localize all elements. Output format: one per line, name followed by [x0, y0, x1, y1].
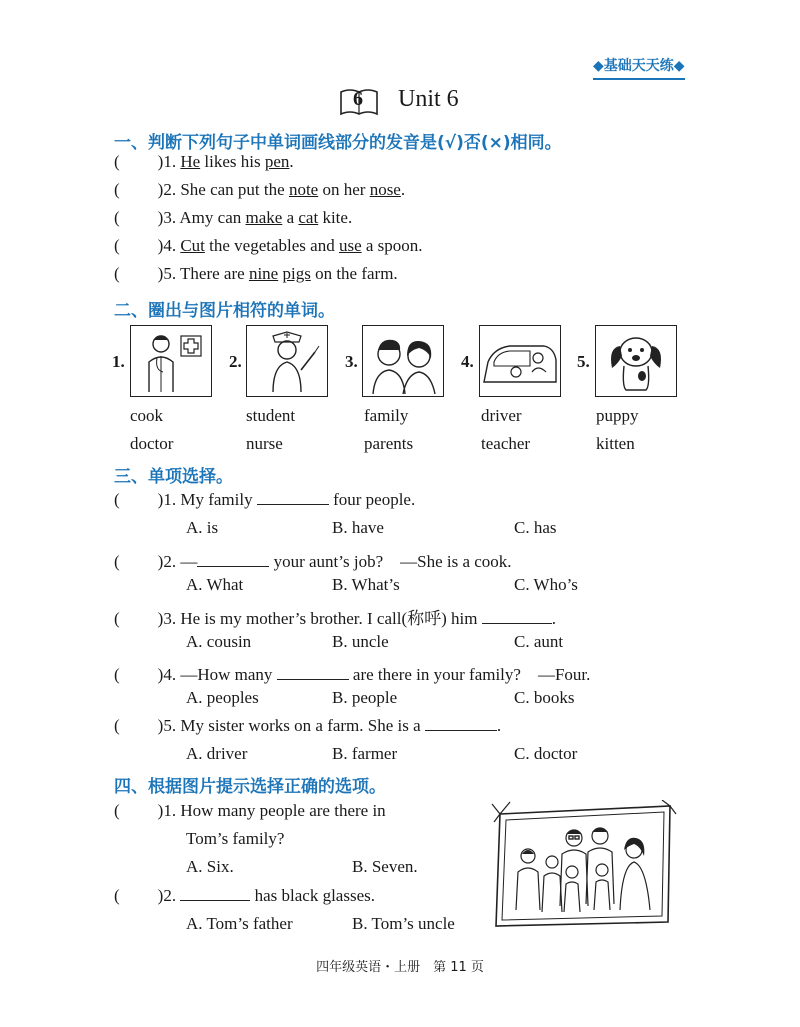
fill-blank[interactable]: [257, 490, 329, 505]
section3-heading: 三、单项选择。: [114, 467, 233, 487]
list-item: ( )2. She can put the note on her nose.: [114, 180, 406, 199]
picture-box: [479, 325, 561, 397]
word-option[interactable]: kitten: [596, 434, 635, 453]
option-b[interactable]: B. What’s: [332, 575, 400, 594]
doctor-icon: [131, 326, 211, 396]
picture-number: 3.: [345, 352, 358, 371]
word-option[interactable]: puppy: [596, 406, 639, 425]
picture-box: [595, 325, 677, 397]
answer-slot[interactable]: (: [114, 264, 120, 283]
answer-slot[interactable]: (: [114, 665, 120, 684]
option-c[interactable]: C. aunt: [514, 632, 564, 651]
option-b[interactable]: B. farmer: [332, 744, 398, 763]
answer-slot[interactable]: (: [114, 152, 120, 171]
parents-icon: [363, 326, 443, 396]
question-row: ( )1. How many people are there in: [114, 801, 386, 820]
section4-heading: 四、根据图片提示选择正确的选项。: [114, 777, 386, 797]
answer-slot[interactable]: (: [114, 236, 120, 255]
puppy-icon: [596, 326, 676, 396]
option-b[interactable]: B. people: [332, 688, 398, 707]
fill-blank[interactable]: [277, 665, 349, 680]
answer-slot[interactable]: (: [114, 208, 120, 227]
word-option[interactable]: driver: [481, 406, 522, 425]
answer-slot[interactable]: (: [114, 886, 120, 905]
question-row: ( )2. — your aunt’s job? —She is a cook.: [114, 552, 512, 571]
option-a[interactable]: A. What: [186, 575, 244, 594]
option-c[interactable]: C. has: [514, 518, 557, 537]
option-a[interactable]: A. Tom’s father: [186, 914, 293, 933]
fill-blank[interactable]: [180, 886, 250, 901]
question-line2: Tom’s family?: [186, 829, 285, 848]
picture-number: 2.: [229, 352, 242, 371]
picture-number: 4.: [461, 352, 474, 371]
option-a[interactable]: A. Six.: [186, 857, 234, 876]
series-tag: ◆基础天天练◆: [593, 55, 685, 80]
list-item: ( )4. Cut the vegetables and use a spoon.: [114, 236, 423, 255]
word-option[interactable]: teacher: [481, 434, 531, 453]
answer-slot[interactable]: (: [114, 180, 120, 199]
answer-slot[interactable]: (: [114, 490, 120, 509]
option-c[interactable]: C. doctor: [514, 744, 578, 763]
answer-slot[interactable]: (: [114, 716, 120, 735]
word-option[interactable]: parents: [364, 434, 414, 453]
question-row: ( )1. My family four people.: [114, 490, 416, 509]
question-row: ( )2. has black glasses.: [114, 886, 375, 905]
picture-number: 1.: [112, 352, 125, 371]
unit-number: 6: [353, 88, 363, 110]
option-c[interactable]: C. Who’s: [514, 575, 578, 594]
option-a[interactable]: A. cousin: [186, 632, 252, 651]
word-option[interactable]: student: [246, 406, 296, 425]
family-photo-icon: [490, 800, 678, 930]
option-a[interactable]: A. peoples: [186, 688, 259, 707]
question-row: ( )4. —How many are there in your family? —Four.: [114, 665, 591, 684]
option-b[interactable]: B. have: [332, 518, 384, 537]
page-footer: 四年级英语・上册 第 11 页: [316, 960, 484, 975]
answer-slot[interactable]: (: [114, 552, 120, 571]
picture-box: [246, 325, 328, 397]
word-option[interactable]: family: [364, 406, 409, 425]
question-row: ( )5. My sister works on a farm. She is a .: [114, 716, 502, 735]
option-a[interactable]: A. is: [186, 518, 219, 537]
word-option[interactable]: doctor: [130, 434, 174, 453]
picture-box: [362, 325, 444, 397]
nurse-icon: [247, 326, 327, 396]
word-option[interactable]: cook: [130, 406, 164, 425]
section2-heading: 二、圈出与图片相符的单词。: [114, 301, 335, 321]
answer-slot[interactable]: (: [114, 609, 120, 628]
page-title: Unit 6: [398, 86, 459, 112]
list-item: ( )1. He likes his pen.: [114, 152, 294, 171]
question-row: ( )3. He is my mother’s brother. I call(称呼) him .: [114, 609, 556, 628]
option-b[interactable]: B. Seven.: [352, 857, 418, 876]
word-option[interactable]: nurse: [246, 434, 283, 453]
picture-box: [130, 325, 212, 397]
fill-blank[interactable]: [482, 609, 552, 624]
option-b[interactable]: B. Tom’s uncle: [352, 914, 455, 933]
answer-slot[interactable]: (: [114, 801, 120, 820]
list-item: ( )3. Amy can make a cat kite.: [114, 208, 353, 227]
section1-heading: 一、判断下列句子中单词画线部分的发音是(√)否(×)相同。: [114, 133, 562, 153]
picture-number: 5.: [577, 352, 590, 371]
fill-blank[interactable]: [425, 716, 497, 731]
fill-blank[interactable]: [197, 552, 269, 567]
option-a[interactable]: A. driver: [186, 744, 248, 763]
option-c[interactable]: C. books: [514, 688, 575, 707]
driver-icon: [480, 326, 560, 396]
list-item: ( )5. There are nine pigs on the farm.: [114, 264, 398, 283]
option-b[interactable]: B. uncle: [332, 632, 389, 651]
